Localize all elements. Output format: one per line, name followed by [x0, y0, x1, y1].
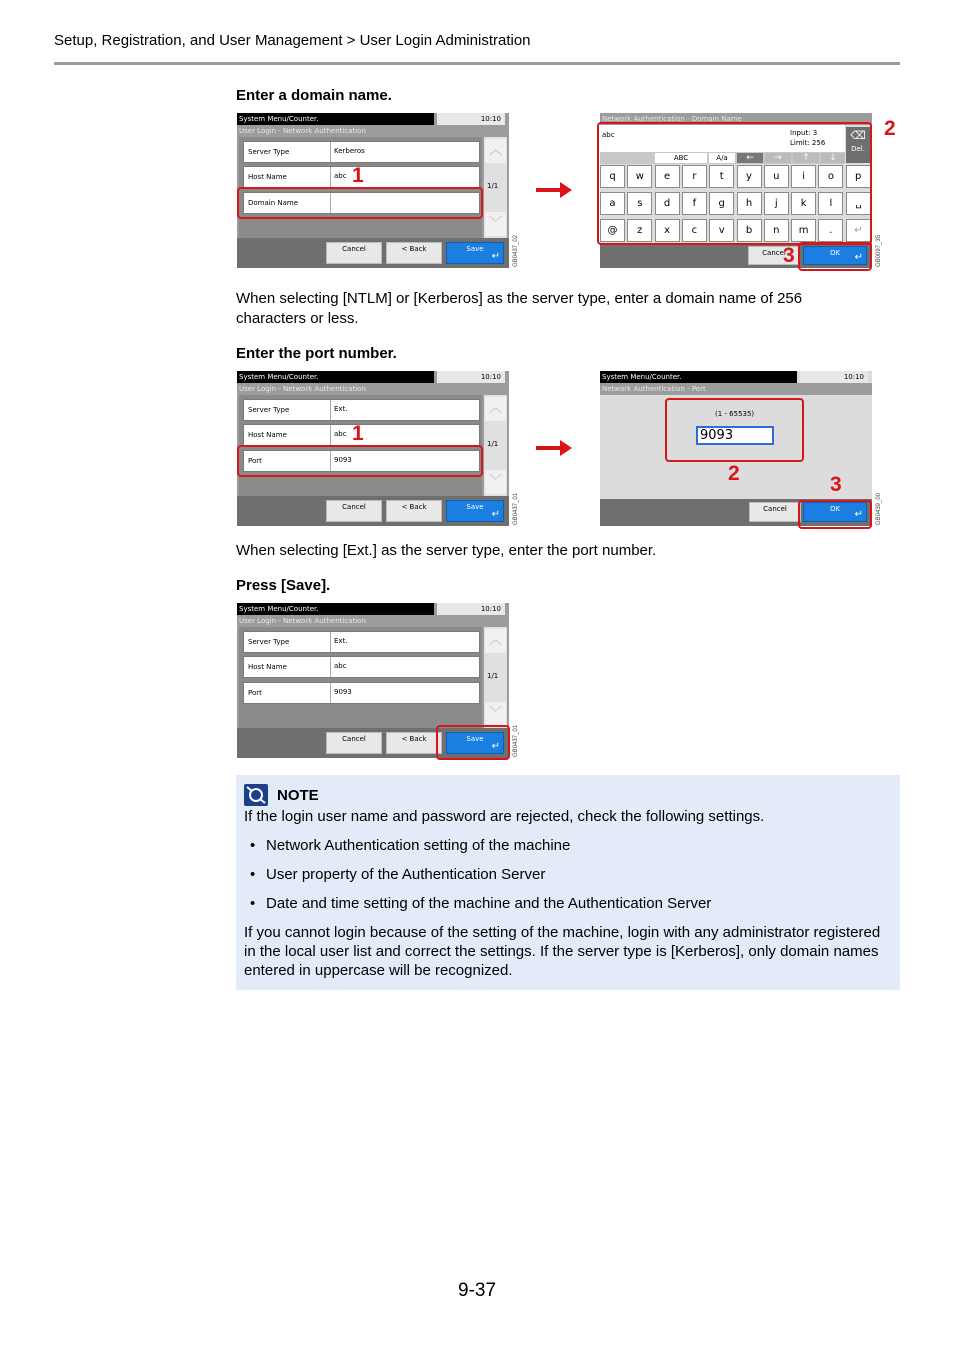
image-code: GB0437_01	[513, 492, 519, 525]
callout-box-domain-name	[237, 187, 483, 219]
callout-number-1: 1	[352, 422, 364, 445]
screen-title: System Menu/Counter.	[237, 371, 434, 383]
port-label: Port	[248, 689, 262, 697]
port-label: Port	[248, 457, 262, 465]
key-k[interactable]: k	[791, 192, 816, 215]
case-toggle-button[interactable]: A/a	[709, 153, 735, 163]
screen-title: System Menu/Counter.	[237, 113, 434, 125]
enter-icon: ↵	[854, 252, 863, 263]
port-input[interactable]: 9093	[696, 426, 774, 445]
note-list	[244, 836, 884, 923]
key-y[interactable]: y	[737, 165, 762, 188]
callout-box-port-input	[665, 398, 804, 462]
arrow-right-icon	[536, 184, 572, 196]
key-a[interactable]: a	[600, 192, 625, 215]
callout-number-3: 3	[783, 244, 795, 267]
screen-footer	[237, 496, 509, 526]
scrollbar[interactable]	[484, 395, 507, 496]
note-title: NOTE	[277, 787, 319, 804]
domain-name-label: Domain Name	[248, 199, 299, 207]
note-outro: If you cannot login because of the setting of the machine, login with any administrator registered in the local user list and correct the settings. If the server type is [Kerberos], only domain names entered in uppercase will be recognized.	[244, 924, 881, 979]
image-code: GB0437_01	[513, 724, 519, 757]
page-number: 9-37	[458, 1280, 497, 1301]
cursor-down-icon[interactable]: ↓	[821, 153, 845, 163]
server-type-row[interactable]	[243, 631, 480, 653]
scroll-up-icon[interactable]: ︿	[485, 629, 506, 653]
key-b[interactable]: b	[737, 219, 762, 242]
cancel-button[interactable]: Cancel	[326, 242, 382, 264]
note-intro: If the login user name and password are rejected, check the following settings.	[244, 808, 765, 825]
breadcrumb: Setup, Registration, and User Management > User Login Administration	[54, 32, 531, 49]
back-button[interactable]: < Back	[386, 500, 442, 522]
host-name-value: abc	[330, 167, 475, 187]
cursor-left-icon[interactable]: ←	[737, 153, 763, 163]
step-heading-save: Press [Save].	[236, 577, 331, 594]
keyboard-subtitle: Network Authentication - Domain Name	[600, 113, 872, 125]
cursor-right-icon[interactable]: →	[765, 153, 791, 163]
key-c[interactable]: c	[682, 219, 707, 242]
key-m[interactable]: m	[791, 219, 816, 242]
key-g[interactable]: g	[709, 192, 734, 215]
server-type-label: Server Type	[248, 148, 290, 156]
key-q[interactable]: q	[600, 165, 625, 188]
screen-title: System Menu/Counter.	[237, 603, 434, 615]
host-name-label: Host Name	[248, 663, 287, 671]
input-count: Input: 3	[790, 129, 818, 137]
image-code: GB0439_00	[876, 492, 882, 525]
host-name-value: abc	[330, 657, 475, 677]
callout-number-2: 2	[728, 462, 740, 485]
screen-subtitle: Network Authentication - Port	[600, 383, 872, 395]
key-j[interactable]: j	[764, 192, 789, 215]
input-limit: Limit: 256	[790, 139, 826, 147]
server-type-label: Server Type	[248, 638, 290, 646]
save-label: Save	[466, 503, 484, 511]
screen-subtitle: User Login - Network Authentication	[237, 125, 509, 137]
mode-abc-button[interactable]: ABC	[655, 153, 707, 163]
page-indicator: 1/1	[487, 440, 499, 448]
page-indicator: 1/1	[487, 672, 499, 680]
note-box	[236, 775, 900, 990]
screen-title: System Menu/Counter.	[600, 371, 797, 383]
key-v[interactable]: v	[709, 219, 734, 242]
image-code: GB0097_35	[876, 234, 882, 267]
key-t[interactable]: t	[709, 165, 734, 188]
host-name-label: Host Name	[248, 173, 287, 181]
host-name-row[interactable]	[243, 656, 480, 678]
enter-icon: ↵	[491, 741, 500, 752]
back-button[interactable]: < Back	[386, 732, 442, 754]
key-d[interactable]: d	[655, 192, 680, 215]
note-list-item: • Network Authentication setting of the machine	[244, 836, 884, 856]
key-e[interactable]: e	[655, 165, 680, 188]
backspace-icon: ⌫	[850, 129, 866, 142]
screen-time: 10:10	[437, 371, 505, 383]
server-type-label: Server Type	[248, 406, 290, 414]
screen-footer	[237, 238, 509, 268]
save-label: Save	[466, 735, 484, 743]
back-button[interactable]: < Back	[386, 242, 442, 264]
cancel-button[interactable]: Cancel	[326, 500, 382, 522]
screen-subtitle: User Login - Network Authentication	[237, 615, 509, 627]
callout-number-3: 3	[830, 473, 842, 496]
server-type-value: Ext.	[330, 400, 475, 420]
screen-subtitle: User Login - Network Authentication	[237, 383, 509, 395]
callout-box-save	[436, 725, 510, 760]
key-period[interactable]: .	[818, 219, 843, 242]
key-z[interactable]: z	[627, 219, 652, 242]
key-p[interactable]: p	[846, 165, 871, 188]
cursor-up-icon[interactable]: ↑	[793, 153, 819, 163]
scrollbar[interactable]	[484, 627, 507, 728]
callout-number-1: 1	[352, 164, 364, 187]
port-value: 9093	[330, 451, 475, 471]
domain-description: When selecting [NTLM] or [Kerberos] as the server type, enter a domain name of 256 characters or less.	[236, 290, 803, 327]
host-name-value: abc	[330, 425, 475, 445]
key-s[interactable]: s	[627, 192, 652, 215]
note-list-item: • Date and time setting of the machine and the Authentication Server	[244, 894, 884, 914]
port-range: (1 - 65535)	[715, 410, 755, 418]
keyboard-cancel-button[interactable]: Cancel	[748, 246, 800, 265]
image-code: GB0437_02	[513, 234, 519, 267]
callout-box-ok	[798, 500, 872, 529]
enter-icon: ↵	[491, 509, 500, 520]
port-row[interactable]	[243, 682, 480, 704]
key-h[interactable]: h	[737, 192, 762, 215]
arrow-right-icon	[536, 442, 572, 454]
screen-time: 10:10	[437, 113, 505, 125]
scroll-up-icon[interactable]: ︿	[485, 139, 506, 163]
header-divider	[54, 62, 900, 65]
enter-icon: ↵	[854, 509, 863, 520]
key-r[interactable]: r	[682, 165, 707, 188]
ok-label: OK	[829, 249, 841, 257]
port-cancel-button[interactable]: Cancel	[749, 502, 801, 522]
note-icon	[244, 784, 268, 806]
save-label: Save	[466, 245, 484, 253]
key-i[interactable]: i	[791, 165, 816, 188]
key-o[interactable]: o	[818, 165, 843, 188]
keyboard-input-text: abc	[602, 131, 615, 139]
step-heading-domain: Enter a domain name.	[236, 87, 392, 104]
scroll-down-icon[interactable]: ﹀	[485, 212, 506, 236]
screen-time: 10:10	[800, 371, 868, 383]
save-button[interactable]	[446, 500, 504, 522]
enter-icon: ↵	[491, 251, 500, 262]
server-type-row[interactable]	[243, 399, 480, 421]
ok-label: OK	[829, 505, 841, 513]
save-button[interactable]	[446, 242, 504, 264]
scroll-down-icon[interactable]: ﹀	[485, 470, 506, 494]
server-type-value: Ext.	[330, 632, 475, 652]
enter-key-icon[interactable]: ↵	[846, 219, 871, 242]
key-n[interactable]: n	[764, 219, 789, 242]
key-x[interactable]: x	[655, 219, 680, 242]
key-u[interactable]: u	[764, 165, 789, 188]
step-heading-port: Enter the port number.	[236, 345, 397, 362]
port-description: When selecting [Ext.] as the server type, enter the port number.	[236, 542, 657, 559]
page-indicator: 1/1	[487, 182, 499, 190]
callout-number-2: 2	[884, 117, 896, 140]
server-type-row[interactable]	[243, 141, 480, 163]
note-list-item: • User property of the Authentication Server	[244, 865, 884, 885]
key-w[interactable]: w	[627, 165, 652, 188]
scroll-up-icon[interactable]: ︿	[485, 397, 506, 421]
scrollbar[interactable]	[484, 137, 507, 238]
callout-box-port	[237, 445, 483, 477]
server-type-value: Kerberos	[330, 142, 475, 162]
space-key[interactable]: ␣	[846, 192, 871, 215]
key-at[interactable]: @	[600, 219, 625, 242]
host-name-label: Host Name	[248, 431, 287, 439]
delete-label: Del.	[851, 145, 865, 153]
scroll-down-icon[interactable]: ﹀	[485, 702, 506, 726]
cancel-button[interactable]: Cancel	[326, 732, 382, 754]
port-value: 9093	[330, 683, 475, 703]
callout-box-keyboard	[597, 122, 872, 245]
screen-time: 10:10	[437, 603, 505, 615]
callout-box-ok	[798, 242, 872, 271]
key-l[interactable]: l	[818, 192, 843, 215]
key-f[interactable]: f	[682, 192, 707, 215]
settings-panel	[239, 627, 482, 728]
